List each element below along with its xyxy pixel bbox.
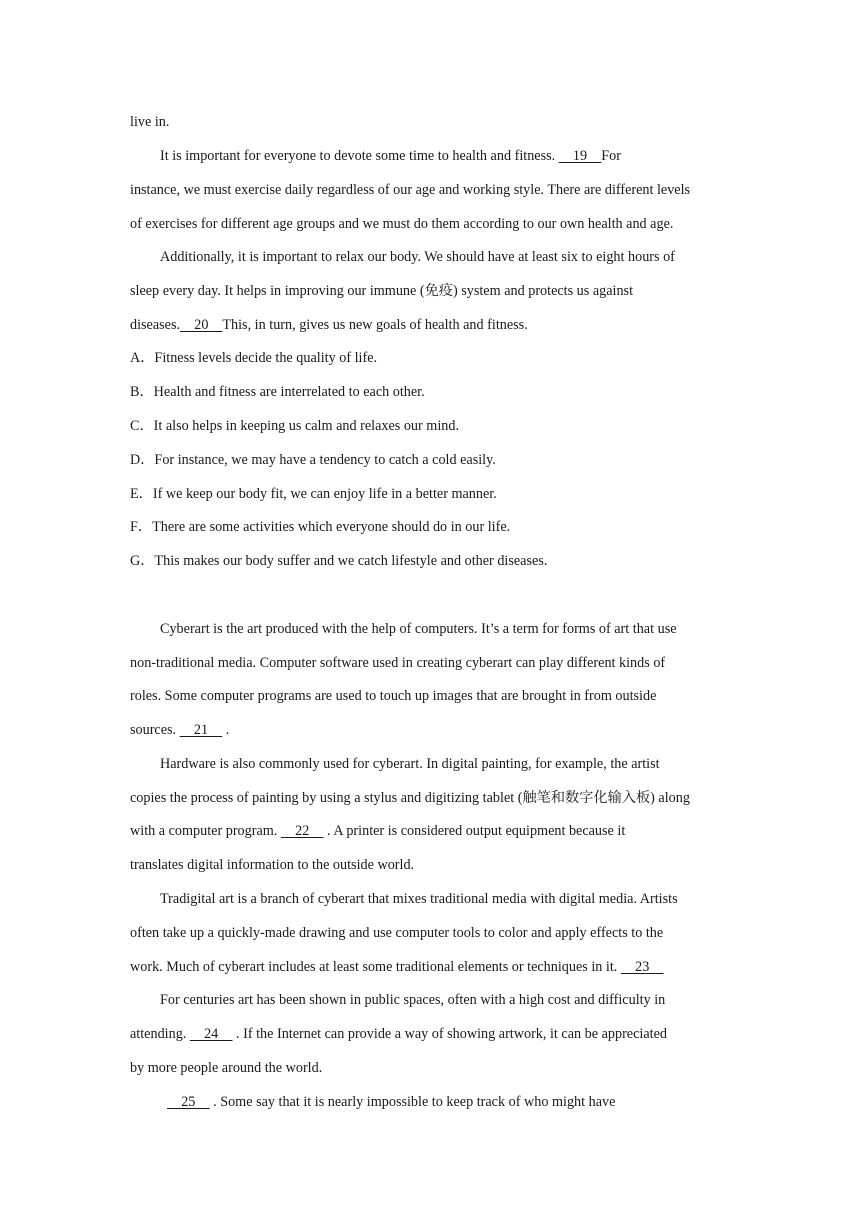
blank-25[interactable]: 25 bbox=[167, 1094, 210, 1110]
passage2-line: For centuries art has been shown in public spaces, often with a high cost and difficulty in bbox=[160, 992, 666, 1008]
passage1-paragraph-20 bbox=[130, 315, 528, 335]
passage2-paragraph-24 bbox=[130, 1024, 667, 1044]
passage1-text: diseases. bbox=[130, 317, 181, 333]
blank-22[interactable]: 22 bbox=[280, 823, 324, 839]
passage2-line: copies the process of painting by using a stylus and digitizing tablet (触笔和数字化输入板) along bbox=[130, 790, 690, 806]
passage1-text: It is important for everyone to devote some time to health and fitness. bbox=[160, 148, 559, 164]
passage2-text: . Some say that it is nearly impossible to keep track of who might have bbox=[209, 1094, 616, 1110]
passage1-paragraph-19 bbox=[160, 146, 621, 166]
passage1-text: This, in turn, gives us new goals of health and fitness. bbox=[222, 317, 528, 333]
passage2-line: by more people around the world. bbox=[130, 1060, 323, 1076]
passage1-line: instance, we must exercise daily regardless of our age and working style. There are different levels bbox=[130, 182, 691, 198]
passage2-text: attending. bbox=[130, 1026, 190, 1042]
passage2-line: Tradigital art is a branch of cyberart that mixes traditional media with digital media. Artists bbox=[160, 891, 678, 907]
passage2-text: . bbox=[222, 722, 230, 738]
passage2-paragraph-21 bbox=[130, 720, 229, 740]
passage1-text: For bbox=[601, 148, 622, 164]
passage1-line: live in. bbox=[130, 114, 170, 130]
passage1-line: of exercises for different age groups and we must do them according to our own health and age. bbox=[130, 216, 674, 232]
option-d: D．For instance, we may have a tendency to catch a cold easily. bbox=[130, 452, 496, 468]
passage2-line: Hardware is also commonly used for cyberart. In digital painting, for example, the artist bbox=[160, 756, 660, 772]
passage1-line: Additionally, it is important to relax our body. We should have at least six to eight hours of bbox=[160, 249, 675, 265]
option-a: A．Fitness levels decide the quality of life. bbox=[130, 350, 378, 366]
passage2-text: with a computer program. bbox=[130, 823, 281, 839]
blank-24[interactable]: 24 bbox=[189, 1026, 233, 1042]
passage2-line: Cyberart is the art produced with the help of computers. It’s a term for forms of art that use bbox=[160, 621, 677, 637]
passage2-line: often take up a quickly-made drawing and use computer tools to color and apply effects to the bbox=[130, 925, 664, 941]
passage2-text: . A printer is considered output equipment because it bbox=[323, 823, 626, 839]
passage1-line: sleep every day. It helps in improving our immune (免疫) system and protects us against bbox=[130, 283, 634, 299]
option-b: B．Health and fitness are interrelated to each other. bbox=[130, 384, 425, 400]
option-g: G．This makes our body suffer and we catch lifestyle and other diseases. bbox=[130, 553, 548, 569]
passage2-paragraph-25 bbox=[167, 1092, 615, 1112]
passage2-line: non-traditional media. Computer software used in creating cyberart can play different kinds of bbox=[130, 655, 666, 671]
blank-20[interactable]: 20 bbox=[180, 317, 223, 333]
blank-19[interactable]: 19 bbox=[558, 148, 602, 164]
passage2-paragraph-23 bbox=[130, 957, 663, 977]
blank-21[interactable]: 21 bbox=[179, 722, 223, 738]
passage2-line: roles. Some computer programs are used to touch up images that are brought in from outside bbox=[130, 688, 657, 704]
option-e: E．If we keep our body fit, we can enjoy life in a better manner. bbox=[130, 486, 497, 502]
option-f: F．There are some activities which everyone should do in our life. bbox=[130, 519, 511, 535]
passage2-text: . If the Internet can provide a way of showing artwork, it can be appreciated bbox=[232, 1026, 667, 1042]
passage2-line: translates digital information to the outside world. bbox=[130, 857, 415, 873]
passage2-text: sources. bbox=[130, 722, 180, 738]
blank-23[interactable]: 23 bbox=[620, 959, 664, 975]
passage2-text: work. Much of cyberart includes at least some traditional elements or techniques in it. bbox=[130, 959, 621, 975]
passage2-paragraph-22 bbox=[130, 821, 625, 841]
option-c: C．It also helps in keeping us calm and relaxes our mind. bbox=[130, 418, 460, 434]
